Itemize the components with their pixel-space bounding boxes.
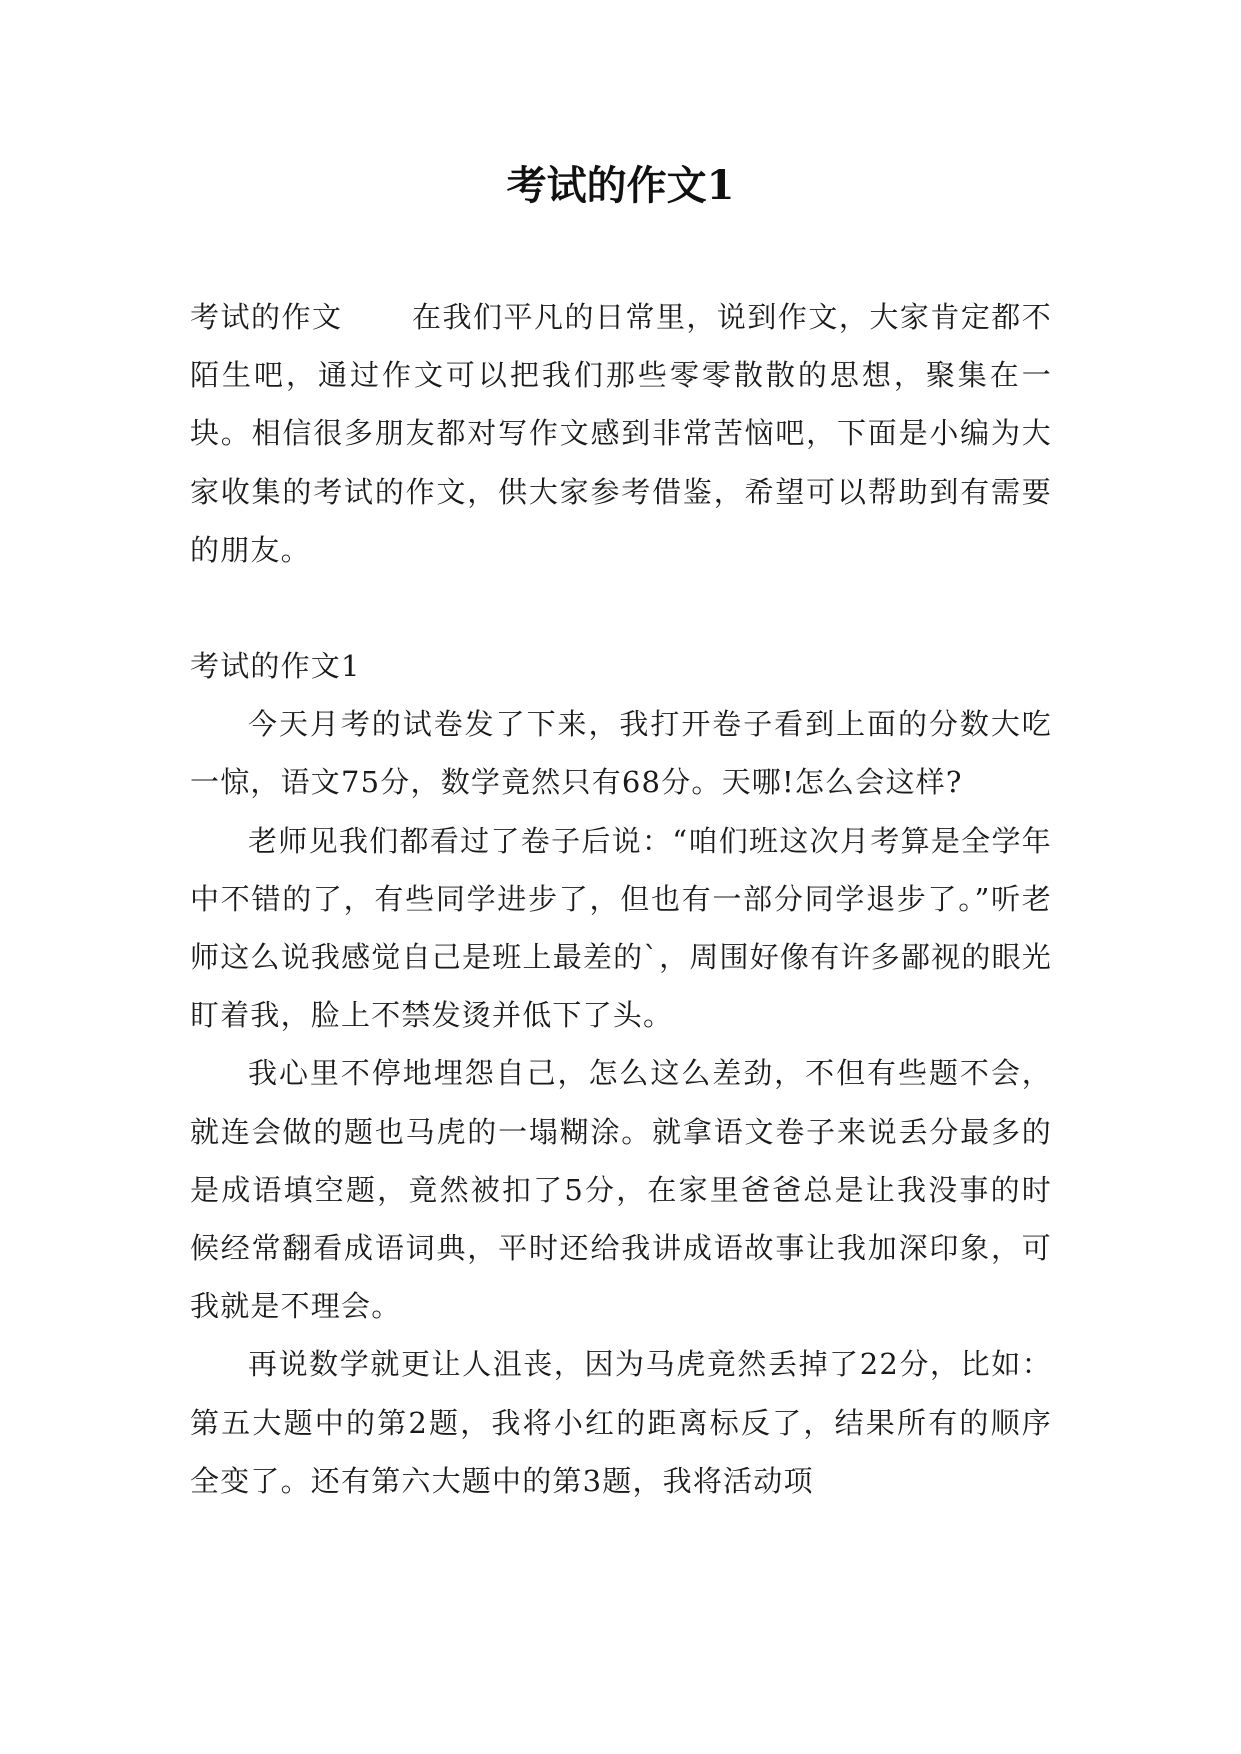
- body-paragraph-1: 今天月考的试卷发了下来，我打开卷子看到上面的分数大吃一惊，语文75分，数学竟然只有68分。天哪!怎么会这样?: [190, 707, 1052, 800]
- intro-label: 考试的作文: [190, 300, 343, 334]
- intro-text: 在我们平凡的日常里，说到作文，大家肯定都不陌生吧，通过作文可以把我们那些零零散散的思想，聚集在一块。相信很多朋友都对写作文感到非常苦恼吧，下面是小编为大家收集的考试的作文，供大家参考借鉴，希望可以帮助到有需要的朋友。: [190, 300, 1052, 567]
- intro-paragraph: [190, 288, 1052, 579]
- section-heading: 考试的作文1: [190, 649, 361, 684]
- paragraph-spacer: [190, 579, 1052, 637]
- body-paragraph-4: 再说数学就更让人沮丧，因为马虎竟然丢掉了22分，比如：第五大题中的第2题，我将小红的距离标反了，结果所有的顺序全变了。还有第六大题中的第3题，我将活动项: [190, 1347, 1052, 1498]
- document-body: [190, 288, 1052, 1510]
- body-paragraph-2: 老师见我们都看过了卷子后说：“咱们班这次月考算是全学年中不错的了，有些同学进步了，但也有一部分同学退步了。”听老师这么说我感觉自己是班上最差的`，周围好像有许多鄙视的眼光盯着我，脸上不禁发烫并低下了头。: [190, 823, 1052, 1033]
- document-title: 考试的作文1: [506, 162, 735, 209]
- body-paragraph-3: 我心里不停地埋怨自己，怎么这么差劲，不但有些题不会，就连会做的题也马虎的一塌糊涂。就拿语文卷子来说丢分最多的是成语填空题，竟然被扣了5分，在家里爸爸总是让我没事的时候经常翻看成语词典，平时还给我讲成语故事让我加深印象，可我就是不理会。: [190, 1056, 1052, 1324]
